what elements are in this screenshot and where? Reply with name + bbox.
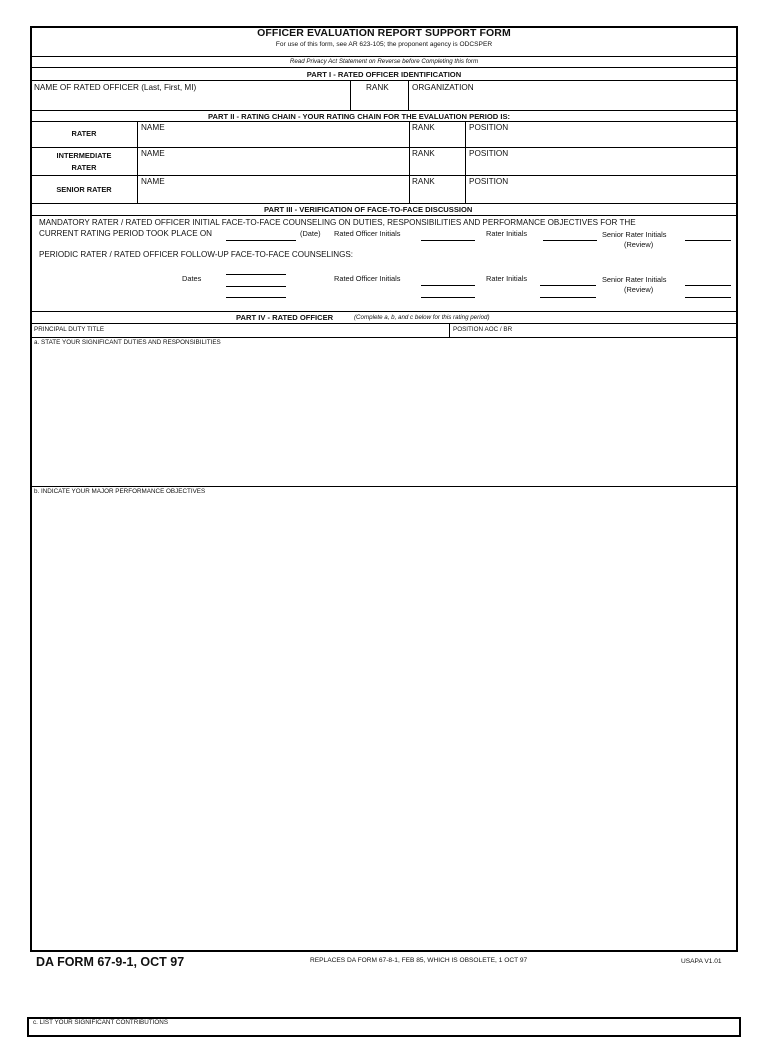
part2-heading: PART II - RATING CHAIN - YOUR RATING CHAIN FOR THE EVALUATION PERIOD IS:: [208, 112, 511, 121]
divider: [31, 175, 737, 176]
senior-name-label: NAME: [141, 177, 165, 186]
rated-officer-initials-blank[interactable]: [421, 240, 475, 241]
divider: [408, 80, 409, 110]
rated-officer-initials-blank[interactable]: [421, 285, 475, 286]
divider: [31, 67, 737, 68]
senior-rater-role: SENIOR RATER: [56, 185, 112, 194]
rated-officer-name-label: NAME OF RATED OFFICER (Last, First, MI): [34, 83, 197, 92]
rater-name-label: NAME: [141, 123, 165, 132]
form-title: OFFICER EVALUATION REPORT SUPPORT FORM: [257, 27, 511, 39]
rank-label: RANK: [366, 83, 389, 92]
divider: [350, 80, 351, 110]
intermediate-rater-role-line2: RATER: [71, 163, 97, 172]
divider: [137, 121, 138, 203]
rater-initials-blank[interactable]: [543, 240, 597, 241]
date-blank[interactable]: [226, 274, 286, 275]
senior-rater-initials-blank[interactable]: [685, 297, 731, 298]
section-c-label: c. LIST YOUR SIGNIFICANT CONTRIBUTIONS: [33, 1019, 169, 1026]
part3-heading: PART III - VERIFICATION OF FACE-TO-FACE DISCUSSION: [264, 205, 473, 214]
senior-rater-initials-blank[interactable]: [685, 240, 731, 241]
section-a-label: a. STATE YOUR SIGNIFICANT DUTIES AND RESPONSIBILITIES: [34, 339, 221, 346]
part1-heading: PART I - RATED OFFICER IDENTIFICATION: [306, 70, 462, 79]
review-label: (Review): [624, 240, 654, 249]
divider: [31, 203, 737, 204]
divider: [31, 110, 737, 111]
divider: [465, 121, 466, 203]
date-label: (Date): [300, 229, 321, 238]
rater-position-label: POSITION: [469, 123, 509, 132]
intermediate-rater-role-line1: INTERMEDIATE: [56, 151, 112, 160]
senior-rater-initials-label: Senior Rater Initials: [602, 230, 667, 239]
replaces-note: REPLACES DA FORM 67-8-1, FEB 85, WHICH IS OBSOLETE, 1 OCT 97: [310, 957, 528, 964]
rater-initials-blank[interactable]: [540, 285, 596, 286]
intermediate-rank-label: RANK: [412, 149, 435, 158]
review-label: (Review): [624, 285, 654, 294]
section-b-label: b. INDICATE YOUR MAJOR PERFORMANCE OBJECTIVES: [34, 488, 206, 495]
rated-officer-initials-label: Rated Officer Initials: [334, 274, 401, 283]
date-blank[interactable]: [226, 297, 286, 298]
divider: [31, 323, 737, 324]
dates-label: Dates: [182, 274, 202, 283]
date-blank[interactable]: [226, 240, 296, 241]
rater-initials-blank[interactable]: [540, 297, 596, 298]
form-subtitle: For use of this form, see AR 623-105; the proponent agency is ODCSPER: [275, 41, 493, 48]
divider: [31, 337, 737, 338]
part4-heading-note: (Complete a, b, and c below for this rating period): [354, 314, 490, 321]
rated-officer-initials-blank[interactable]: [421, 297, 475, 298]
divider: [31, 147, 737, 148]
form-id: DA FORM 67-9-1, OCT 97: [36, 955, 185, 969]
senior-position-label: POSITION: [469, 177, 509, 186]
divider: [31, 215, 737, 216]
mandatory-counseling-text-2: CURRENT RATING PERIOD TOOK PLACE ON: [39, 229, 212, 238]
rater-role: RATER: [71, 129, 97, 138]
intermediate-position-label: POSITION: [469, 149, 509, 158]
divider: [31, 80, 737, 81]
rater-initials-label: Rater Initials: [486, 229, 528, 238]
version-label: USAPA V1.01: [681, 958, 722, 965]
divider: [31, 56, 737, 57]
duties-textarea[interactable]: [31, 348, 737, 485]
mandatory-counseling-text: MANDATORY RATER / RATED OFFICER INITIAL FACE-TO-FACE COUNSELING ON DUTIES, RESPONSIBILITIES AND PERFORMANCE OBJECTIVES FOR THE: [39, 218, 636, 227]
senior-rank-label: RANK: [412, 177, 435, 186]
organization-label: ORGANIZATION: [412, 83, 474, 92]
senior-rater-initials-label: Senior Rater Initials: [602, 275, 667, 284]
senior-rater-initials-blank[interactable]: [685, 285, 731, 286]
rater-initials-label: Rater Initials: [486, 274, 528, 283]
position-aoc-label: POSITION AOC / BR: [453, 326, 513, 333]
privacy-note: Read Privacy Act Statement on Reverse before Completing this form: [289, 58, 479, 65]
divider: [409, 121, 410, 203]
principal-duty-title-label: PRINCIPAL DUTY TITLE: [34, 326, 105, 333]
divider: [31, 486, 737, 487]
objectives-textarea[interactable]: [31, 497, 737, 949]
rater-rank-label: RANK: [412, 123, 435, 132]
divider: [31, 311, 737, 312]
intermediate-name-label: NAME: [141, 149, 165, 158]
date-blank[interactable]: [226, 286, 286, 287]
rated-officer-initials-label: Rated Officer Initials: [334, 229, 401, 238]
divider: [449, 323, 450, 337]
part4-heading: PART IV - RATED OFFICER: [236, 313, 334, 322]
periodic-counseling-text: PERIODIC RATER / RATED OFFICER FOLLOW-UP FACE-TO-FACE COUNSELINGS:: [39, 250, 354, 259]
